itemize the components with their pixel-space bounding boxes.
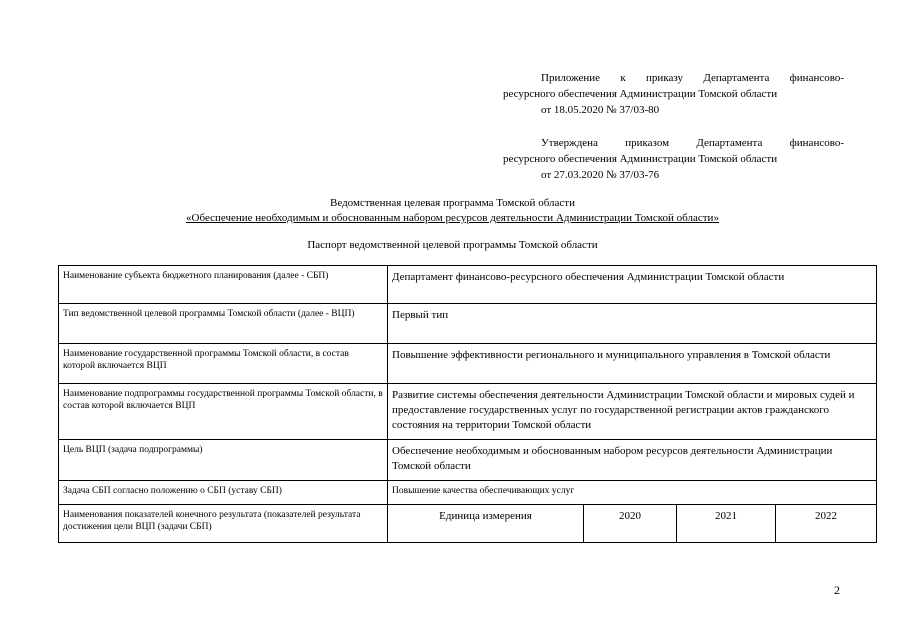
table-row	[59, 344, 877, 384]
row-value: Повышение эффективности регионального и муниципального управления в Томской области	[388, 344, 877, 384]
table-row	[59, 505, 877, 543]
year-header: 2021	[677, 505, 776, 543]
table-row	[59, 440, 877, 481]
year-header: 2022	[776, 505, 877, 543]
row-value: Департамент финансово-ресурсного обеспечения Администрации Томской области	[388, 266, 877, 304]
annotation-line: ресурсного обеспечения Администрации Томской области	[503, 88, 778, 100]
passport-table	[58, 265, 877, 543]
table-row	[59, 304, 877, 344]
row-value: Повышение качества обеспечивающих услуг	[388, 481, 877, 505]
approval-annotation-2	[503, 135, 844, 183]
unit-header: Единица измерения	[388, 505, 584, 543]
row-label: Наименование субъекта бюджетного планирования (далее - СБП)	[59, 266, 388, 304]
row-label: Цель ВЦП (задача подпрограммы)	[59, 440, 388, 481]
annotation-line: Утверждена приказом Департамента финансово-	[541, 137, 844, 149]
table-row	[59, 384, 877, 440]
annotation-line: Приложение к приказу Департамента финансово-	[541, 72, 844, 84]
row-value: Обеспечение необходимым и обоснованным набором ресурсов деятельности Администрации Томской области	[388, 440, 877, 481]
row-value: Развитие системы обеспечения деятельности Администрации Томской области и мировых судей и предоставление государственных услуг по государственной регистрации актов гражданского состояния на территории Томской области	[388, 384, 877, 440]
page-number: 2	[834, 583, 840, 597]
table-row	[59, 266, 877, 304]
row-label: Наименование государственной программы Томской области, в состав которой включается ВЦП	[59, 344, 388, 384]
indicators-label: Наименования показателей конечного результата (показателей результата достижения цели ВЦП (задачи СБП)	[59, 505, 388, 543]
row-label: Задача СБП согласно положению о СБП (уставу СБП)	[59, 481, 388, 505]
passport-title: Паспорт ведомственной целевой программы Томской области	[307, 239, 598, 251]
annotation-line: ресурсного обеспечения Администрации Томской области	[503, 153, 778, 165]
year-header: 2020	[584, 505, 677, 543]
program-name: «Обеспечение необходимым и обоснованным набором ресурсов деятельности Администрации Томской области»	[186, 212, 719, 224]
document-title: Ведомственная целевая программа Томской области	[330, 197, 575, 209]
annotation-line: от 18.05.2020 № 37/03-80	[541, 104, 660, 116]
row-value: Первый тип	[388, 304, 877, 344]
row-label: Тип ведомственной целевой программы Томской области (далее - ВЦП)	[59, 304, 388, 344]
annotation-line: от 27.03.2020 № 37/03-76	[541, 169, 660, 181]
table-row	[59, 481, 877, 505]
approval-annotation-1	[503, 70, 844, 118]
row-label: Наименование подпрограммы государственной программы Томской области, в состав которой включается ВЦП	[59, 384, 388, 440]
